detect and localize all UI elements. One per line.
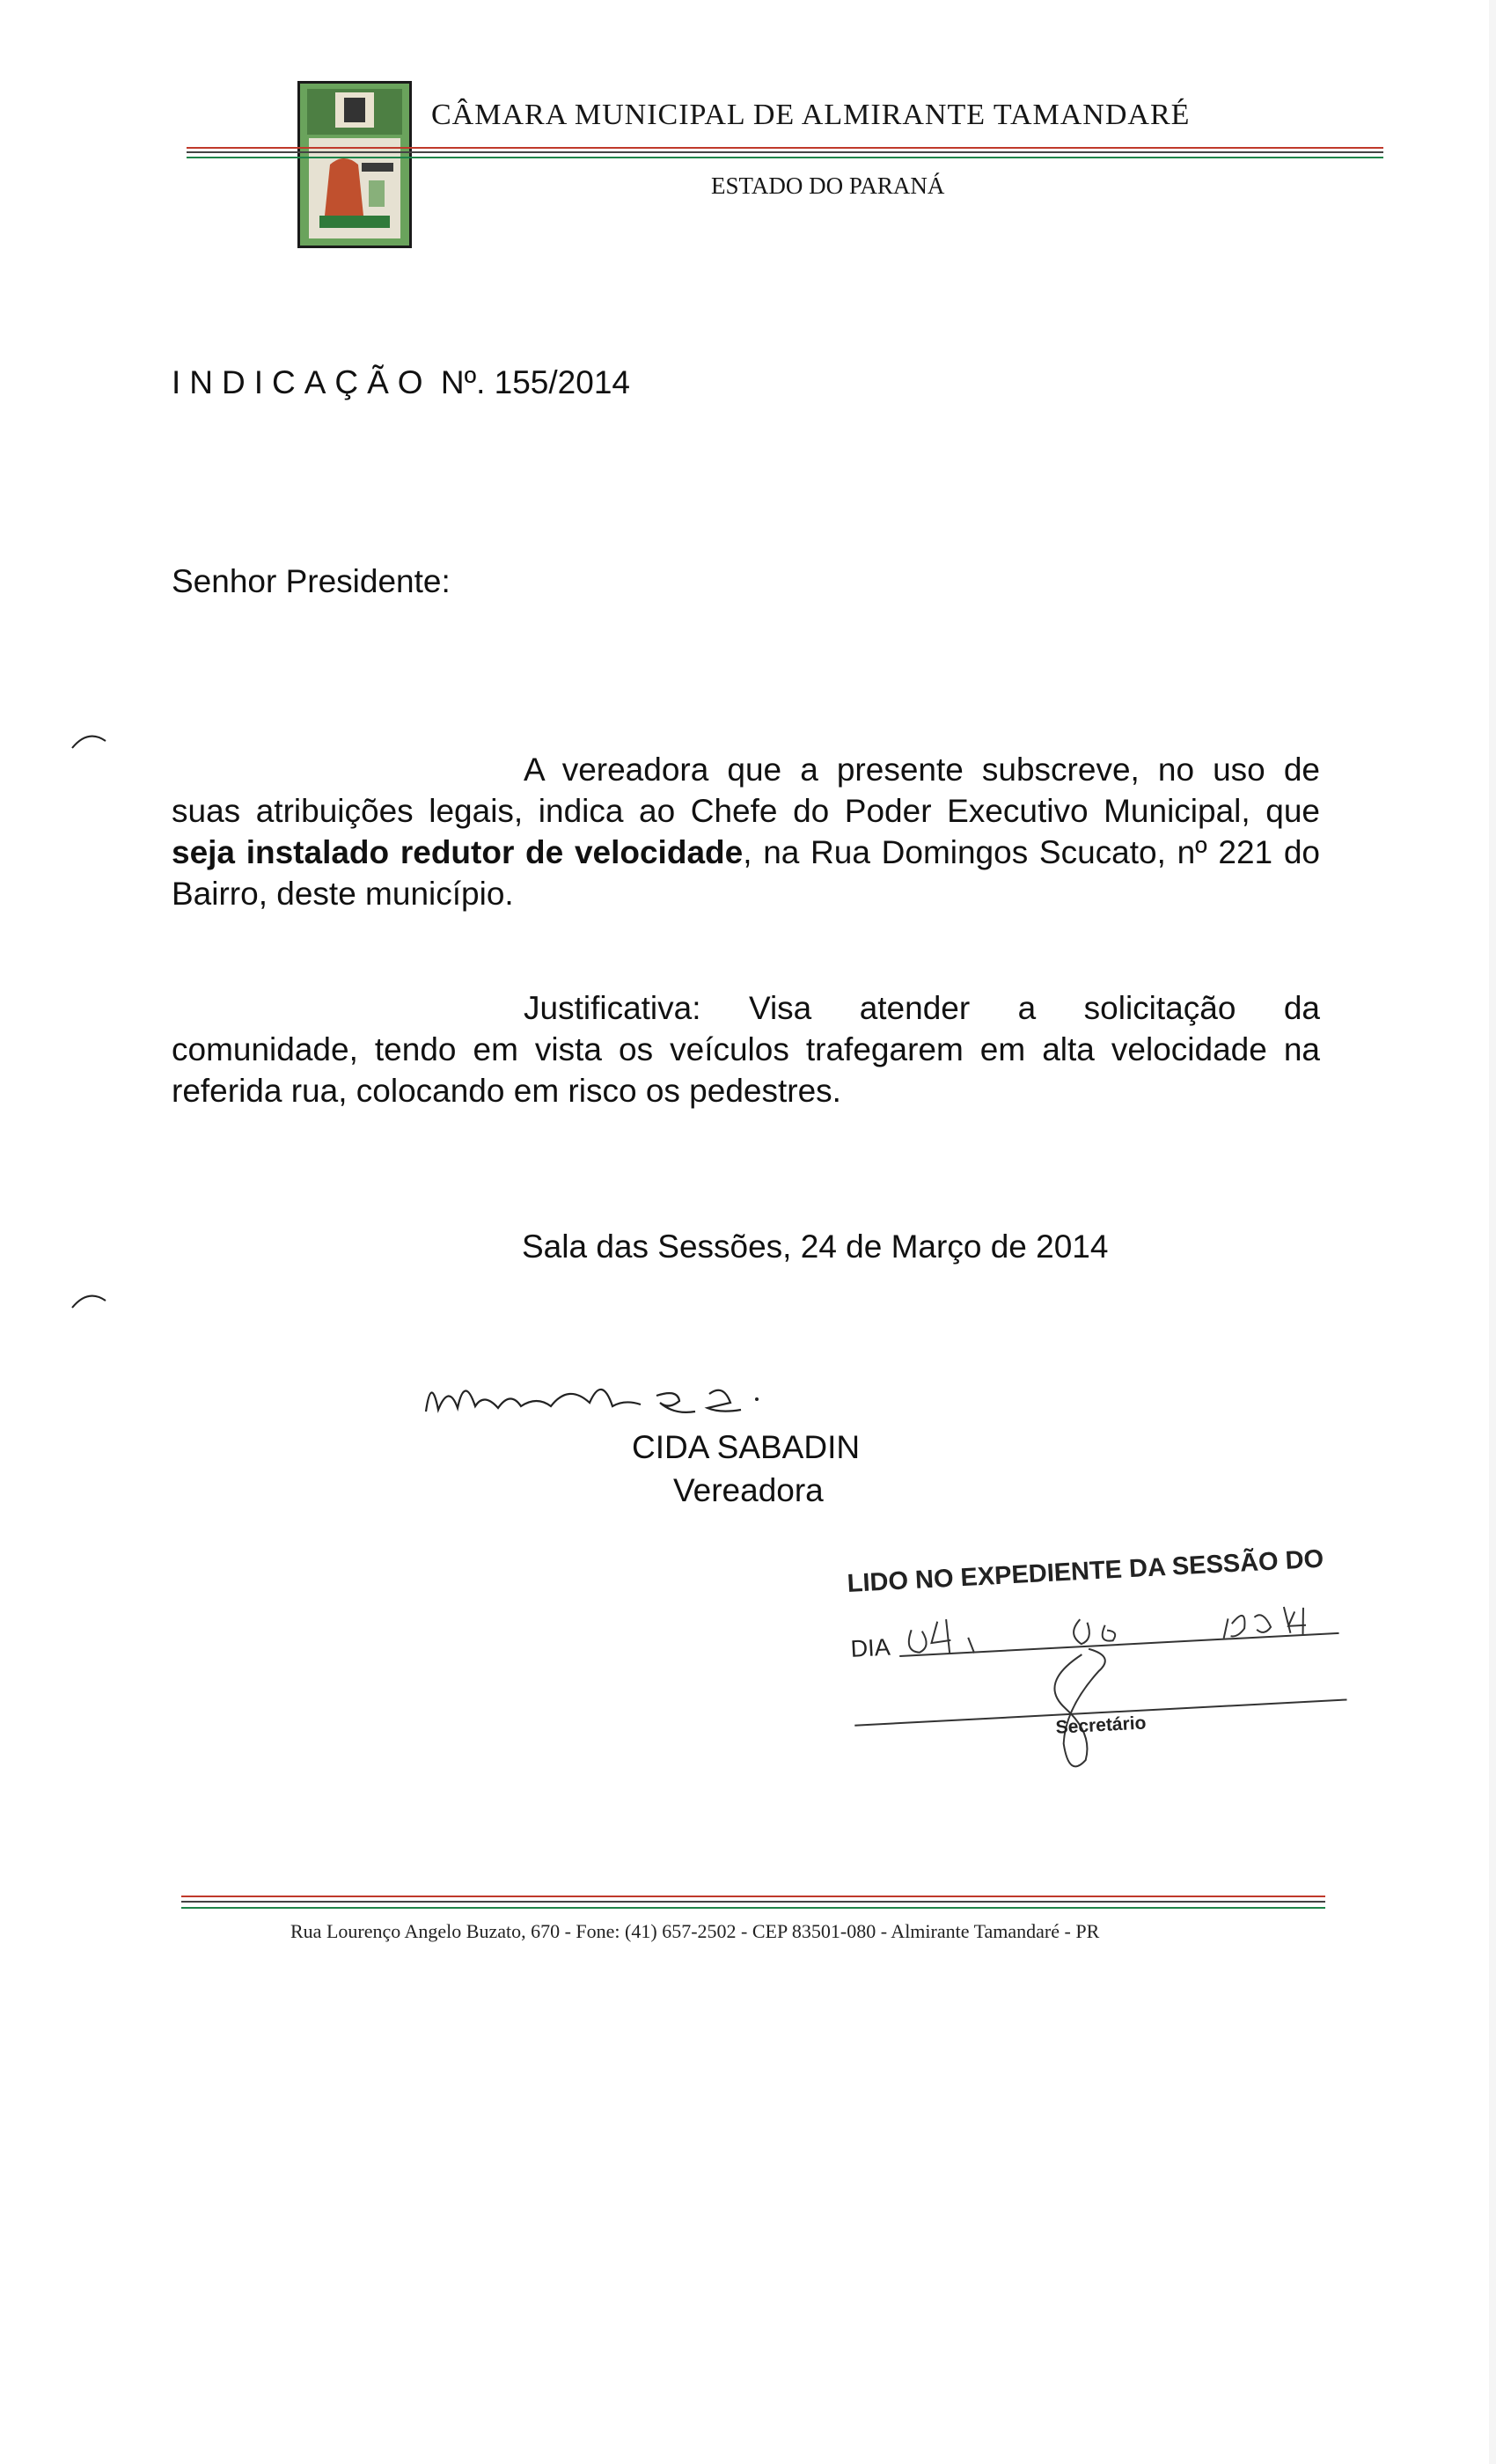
margin-mark [62,1281,114,1325]
paragraph-request-end: , na Rua Domingos Scucato, nº 221 do Bairro, deste município. [172,834,1320,912]
stamp-secretary-label: Secretário [1055,1712,1147,1738]
footer-rule-dark [181,1901,1325,1903]
stamp-heading: LIDO NO EXPEDIENTE DA SESSÃO DO [847,1544,1324,1598]
closing-date: Sala das Sessões, 24 de Março de 2014 [522,1228,1109,1265]
header-rule-red [187,147,1383,149]
signer-name: CIDA SABADIN [632,1429,861,1465]
header-title: CÂMARA MUNICIPAL DE ALMIRANTE TAMANDARÉ [431,99,1191,131]
handwritten-signature [414,1357,906,1436]
salutation: Senhor Presidente: [172,563,451,599]
signer-role: Vereadora [673,1472,824,1508]
paragraph-request-start: A vereadora que a presente subscreve, no uso de suas atribuições legais, indica ao Chefe do Poder Executivo Municipal, que [172,752,1320,829]
municipal-crest-icon [297,81,412,248]
header-subtitle: ESTADO DO PARANÁ [711,172,945,199]
paragraph-justification-text: Justificativa: Visa atender a solicitação da comunidade, tendo em vista os veículos trafegarem em alta velocidade na referida rua, colocando em risco os pedestres. [172,990,1320,1109]
footer-rule-green [181,1907,1325,1909]
indicacao-label: INDICAÇÃO [172,364,432,400]
margin-mark [62,722,114,766]
paragraph-request [172,749,1320,914]
paragraph-request-bold: seja instalado redutor de velocidade [172,834,744,870]
reading-stamp [847,1544,1360,1798]
secretary-signature [847,1544,1360,1798]
paragraph-justification [172,987,1320,1111]
header-rule-dark [187,151,1383,153]
scan-edge [1489,0,1496,2464]
indicacao-heading [172,364,630,401]
footer-rule-red [181,1896,1325,1897]
indicacao-number: Nº. 155/2014 [440,364,630,400]
footer-address: Rua Lourenço Angelo Buzato, 670 - Fone: (41) 657-2502 - CEP 83501-080 - Almirante Tamandaré - PR [290,1920,1100,1942]
stamp-dia-label: DIA [849,1633,891,1662]
header-rule-green [187,157,1383,158]
